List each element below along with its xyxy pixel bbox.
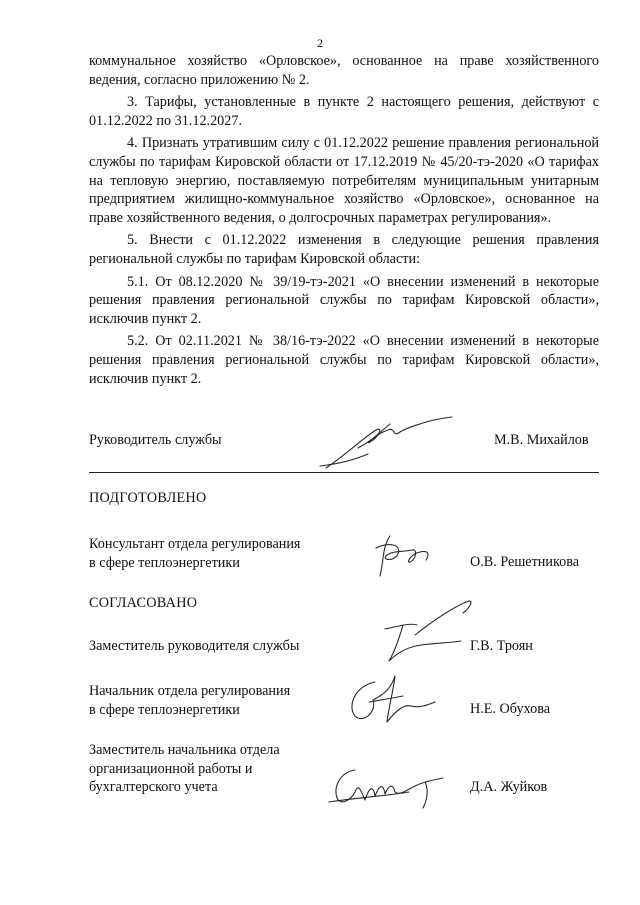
signer-1-name: Г.В. Троян (470, 638, 533, 654)
paragraph-5-1: 5.1. От 08.12.2020 № 39/19-тэ-2021 «О внесении изменений в некоторые решения правления региональной службы по тарифам Кировской области», исключив пункт 2. (89, 273, 599, 327)
paragraph-3-tariff-period: 3. Тарифы, установленные в пункте 2 настоящего решения, действуют с 01.12.2022 по 31.12.2027. (89, 94, 599, 129)
signer-1-signature-scribble (345, 595, 475, 667)
signer-2-signature-scribble (345, 672, 440, 732)
paragraph-5-2: 5.2. От 02.11.2021 № 38/16-тэ-2022 «О внесении изменений в некоторые решения правления региональной службы по тарифам Кировской области», исключив пункт 2. (89, 333, 599, 387)
prepared-position: Консультант отдела регулирования в сфере теплоэнергетики (89, 536, 301, 571)
signer-1-position: Заместитель руководителя службы (89, 638, 300, 654)
signer-3-position: Заместитель начальника отдела организационной работы и бухгалтерского учета (89, 742, 280, 796)
signer-3-name: Д.А. Жуйков (470, 779, 548, 795)
paragraph-5-amendments: 5. Внести с 01.12.2022 изменения в следующие решения правления региональной службы по тарифам Кировской области: (89, 232, 599, 267)
prepared-heading: ПОДГОТОВЛЕНО (89, 490, 207, 506)
paragraph-4-repeal: 4. Признать утратившим силу с 01.12.2022 решение правления региональной службы по тарифам Кировской области от 17.12.2019 № 45/20-тэ-2020 «О тарифах на тепловую энергию, поставляемую потребителям муниципальным унитарным предприятием жилищно-коммунальное хозяйство «Орловское», основанное на праве хозяйственного ведения, о долгосрочных параметрах регулирования». (89, 135, 599, 226)
page-number: 2 (317, 36, 323, 50)
signer-3-signature-scribble (325, 762, 450, 812)
head-name: М.В. Михайлов (494, 432, 589, 448)
decision-body (89, 52, 599, 392)
head-position: Руководитель службы (89, 432, 222, 448)
prepared-signature-scribble (372, 530, 442, 582)
agreed-heading: СОГЛАСОВАНО (89, 595, 198, 611)
prepared-name: О.В. Решетникова (470, 554, 580, 570)
head-signature-scribble (318, 408, 458, 474)
signer-2-position: Начальник отдела регулирования в сфере теплоэнергетики (89, 683, 291, 718)
signature-divider (89, 472, 599, 473)
signer-2-name: Н.Е. Обухова (470, 701, 551, 717)
paragraph-continuation: коммунальное хозяйство «Орловское», основанное на праве хозяйственного ведения, согласно приложению № 2. (89, 53, 599, 88)
